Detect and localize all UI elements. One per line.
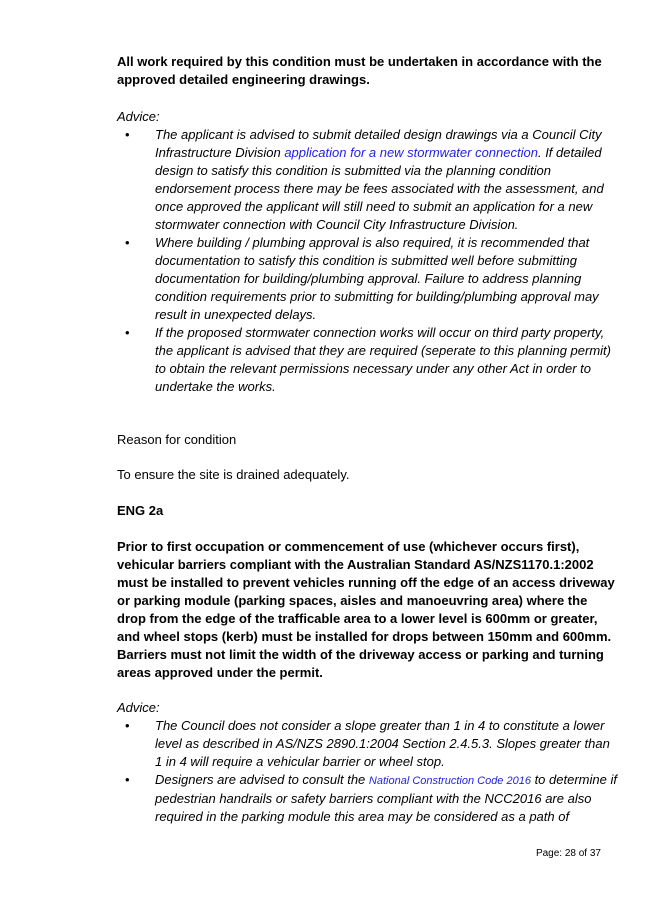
list-item: • Where building / plumbing approval is also required, it is recommended that documentation to satisfy this condition is submitted well before submitting documentation for building/plumbing approval. Failure to address planning condition requirements prior to submitting for building/plumbing approval may result in unexpected delays. <box>125 235 599 322</box>
list-item: • The applicant is advised to submit detailed design drawings via a Council City Infrastructure Division application for a new stormwater connection. If detailed design to satisfy this condition is submitted via the planning condition endorsement process there may be fees associated with the assessment, and once approved the applicant will still need to submit an application for a new stormwater connection with Council City Infrastructure Division. <box>125 127 604 232</box>
reason-text: To ensure the site is drained adequately. <box>117 467 350 482</box>
bullet-icon: • <box>125 325 130 340</box>
list-item: • If the proposed stormwater connection works will occur on third party property, the applicant is advised that they are required (seperate to this planning permit) to obtain the relevant permissions necessary under any other Act in order to undertake the works. <box>125 325 611 394</box>
ncc-2016-link[interactable]: National Construction Code 2016 <box>368 775 531 787</box>
stormwater-connection-link[interactable]: application for a new stormwater connection <box>284 145 538 160</box>
condition-heading: ENG 2a <box>117 503 164 518</box>
bullet-icon: • <box>125 772 130 787</box>
advice-label-1: Advice: <box>117 109 160 124</box>
list-item: • Designers are advised to consult the National Construction Code 2016 to determine if pedestrian handrails or safety barriers compliant with the NCC2016 are also required in the parking module this area may be considered as a path of <box>125 772 617 824</box>
list-item: • The Council does not consider a slope greater than 1 in 4 to constitute a lower level as described in AS/NZS 2890.1:2004 Section 2.4.5.3. Slopes greater than 1 in 4 will require a vehicular barrier or wheel stop. <box>125 718 610 769</box>
condition-paragraph: All work required by this condition must be undertaken in accordance with the approved detailed engineering drawings. <box>117 54 602 87</box>
advice-label-2: Advice: <box>117 700 160 715</box>
page-number: Page: 28 of 37 <box>535 848 601 859</box>
bullet-icon: • <box>125 127 130 142</box>
reason-label: Reason for condition <box>117 432 237 447</box>
advice-list-2 <box>117 717 617 826</box>
condition-paragraph: Prior to first occupation or commencement of use (whichever occurs first), vehicular barriers compliant with the Australian Standard AS/NZS1170.1:2002 must be installed to prevent vehicles running off the edge of an access driveway or parking module (parking spaces, aisles and manoeuvring area) where the drop from the edge of the trafficable area to a lower level is 600mm or greater, and wheel stops (kerb) must be installed for drops between 150mm and 600mm. Barriers must not limit the width of the driveway access or parking and turning areas approved under the permit. <box>117 539 615 680</box>
bullet-icon: • <box>125 235 130 250</box>
bullet-icon: • <box>125 718 130 733</box>
advice-list-1 <box>117 126 617 396</box>
